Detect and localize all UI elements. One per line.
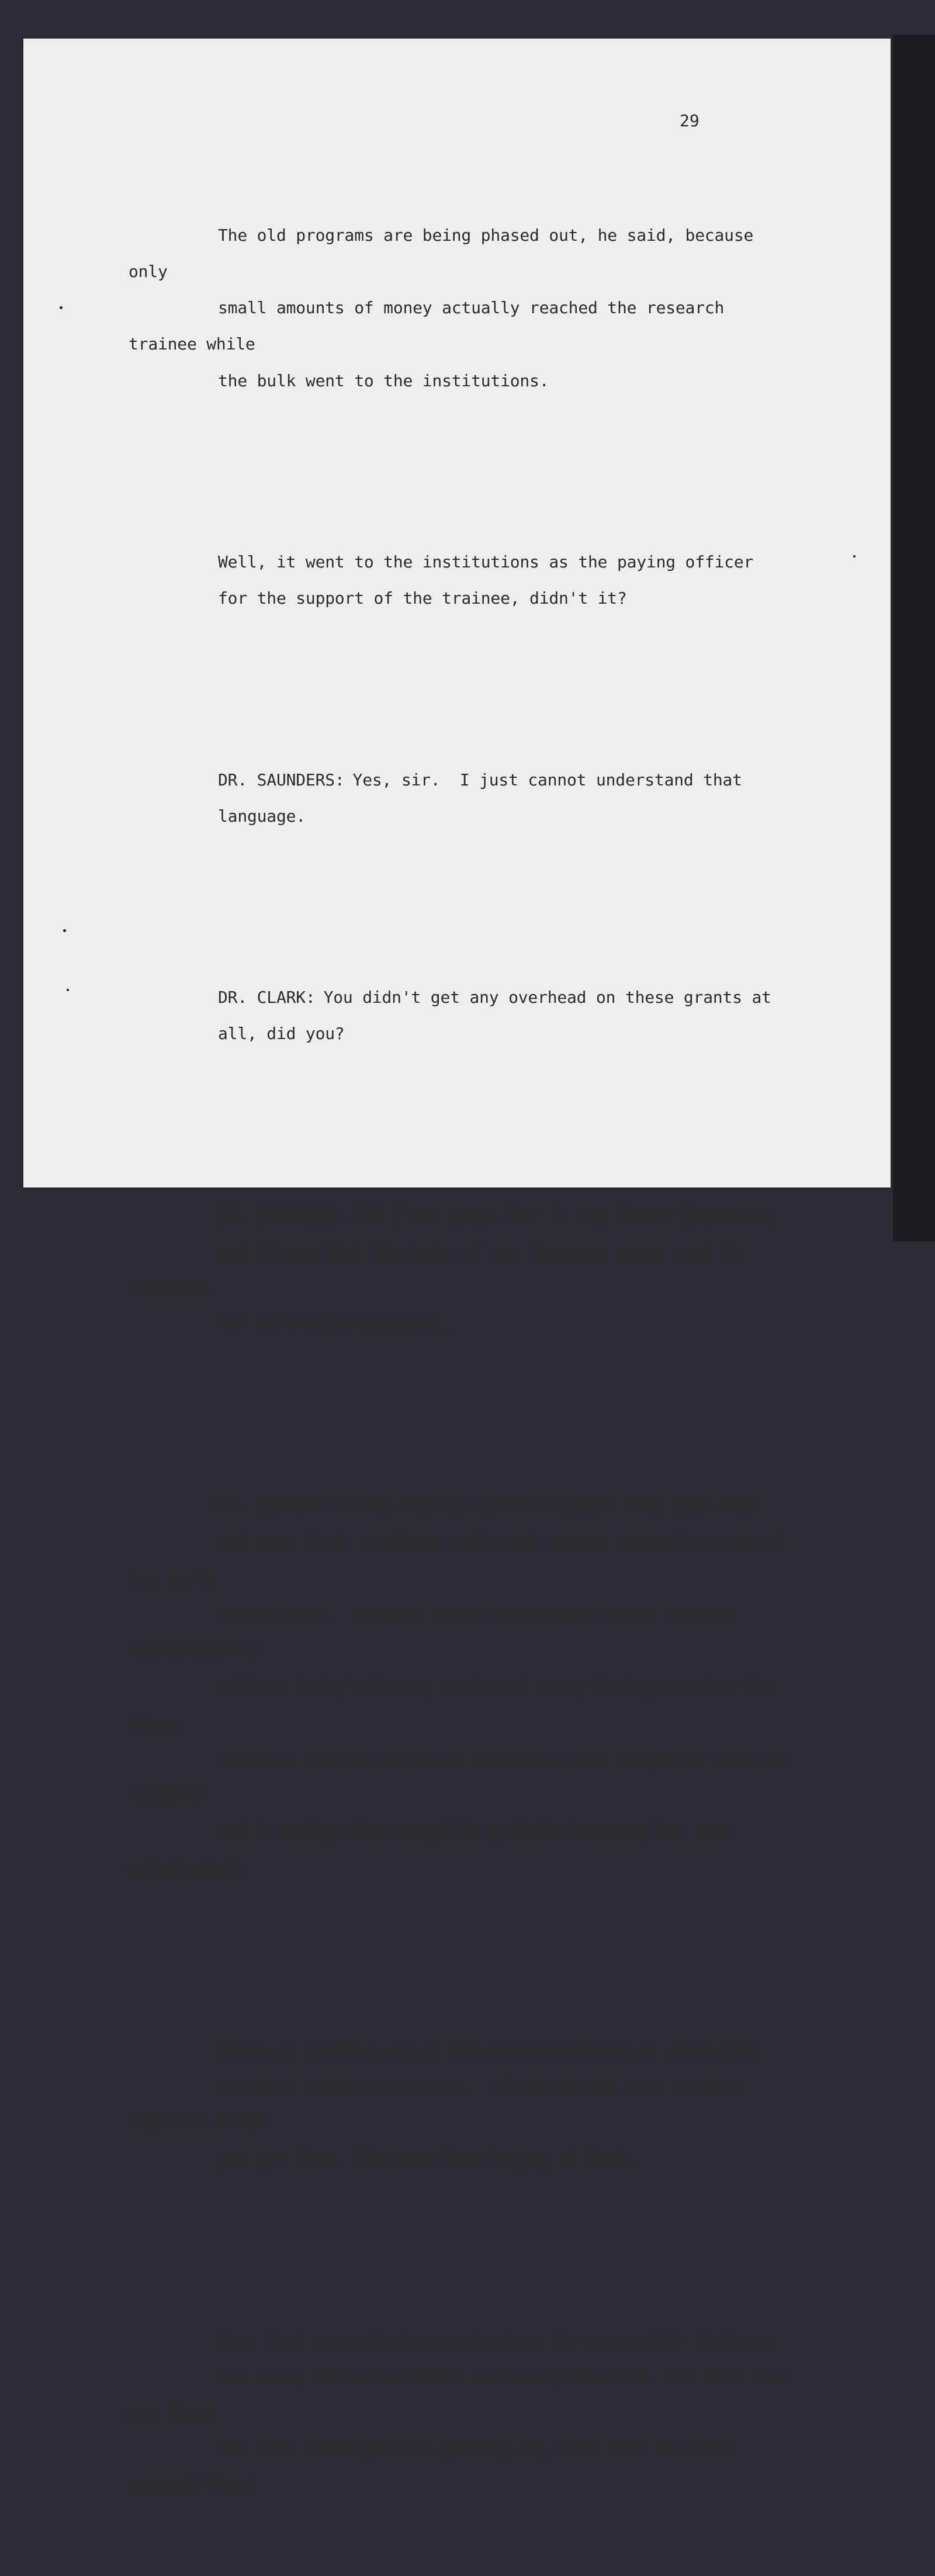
text-line: three years. Stipend levels have been raised to more realistically [129,1604,744,1660]
speech-text: Funds may be used to support only post-M.D. [342,1495,762,1515]
text-line: trainees who do not spend an appropriate length of time in research [129,1750,792,1806]
margin-speck [63,929,66,932]
text-line: and post-Ph.D. trainees with each person receiving support for up to [129,1532,792,1588]
speech-text: You didn't get any overhead on these grants at [323,988,771,1007]
text-line: all, did you? [218,1024,345,1044]
text-line: the bulk went to the institutions. [218,371,549,390]
text-line: There is another one of the misconceptions on which the [218,2040,754,2059]
speaker-name: DR. CLARK: [218,988,316,1007]
text-line: are going to school while you are getting it, not that you are doing [129,2366,792,2422]
paragraph [129,472,801,690]
text-line [129,1197,801,1234]
speaker-paragraph [129,907,801,1125]
text-line: for the support of the trainee, didn't it? [218,588,627,608]
text-line: the work while you are getting it, work that is worth several times [129,2439,744,2495]
text-line: original action was based. If you do not stay in this business after [129,2076,754,2132]
text-line: Well, it went to the institutions as the paying officer [218,552,754,572]
text-line: and training after completing their training has been established. [129,1822,744,1878]
text-line: you get this, then you have to pay it back. [218,2149,637,2169]
text-line [129,762,801,798]
margin-speck [67,989,69,991]
speaker-name: DR. SAUNDERS: [218,770,345,790]
transcript-text [129,145,801,2576]
speech-text: Yes, sir. I just cannot understand that [352,770,742,790]
text-line [129,979,801,1016]
paragraph [129,145,801,472]
paragraph [129,1959,801,2250]
speaker-paragraph [129,1125,801,1415]
speaker-name: DR. SAUNDERS: [218,1205,345,1225]
text-line: not to the institutions. [218,1314,452,1334]
backing-sheet [893,35,935,1241]
margin-speck [853,555,856,558]
page-number: 29 [680,111,699,130]
text-line [129,1487,801,1524]
paragraph [129,2249,801,2576]
speech-text: All I can speak for is the Cancer Institute, [352,1205,781,1225]
text-line: and I know that the bulk of our training money went to trainees, [129,1241,754,1297]
text-line: reflect today's living costs and a pay-back provision for those [129,1677,783,1733]
speaker-name: MR. SCHMIDT: [218,1495,335,1515]
text-line: Now, that can only be premised on the assumption that you [218,2330,773,2350]
speaker-paragraph [129,689,801,907]
margin-speck [60,306,63,309]
speaker-paragraph [129,1415,801,1959]
text-line: language. [218,806,306,826]
text-line: The old programs are being phased out, he said, because only [129,226,763,282]
text-line: small amounts of money actually reached the research trainee while [129,298,734,354]
